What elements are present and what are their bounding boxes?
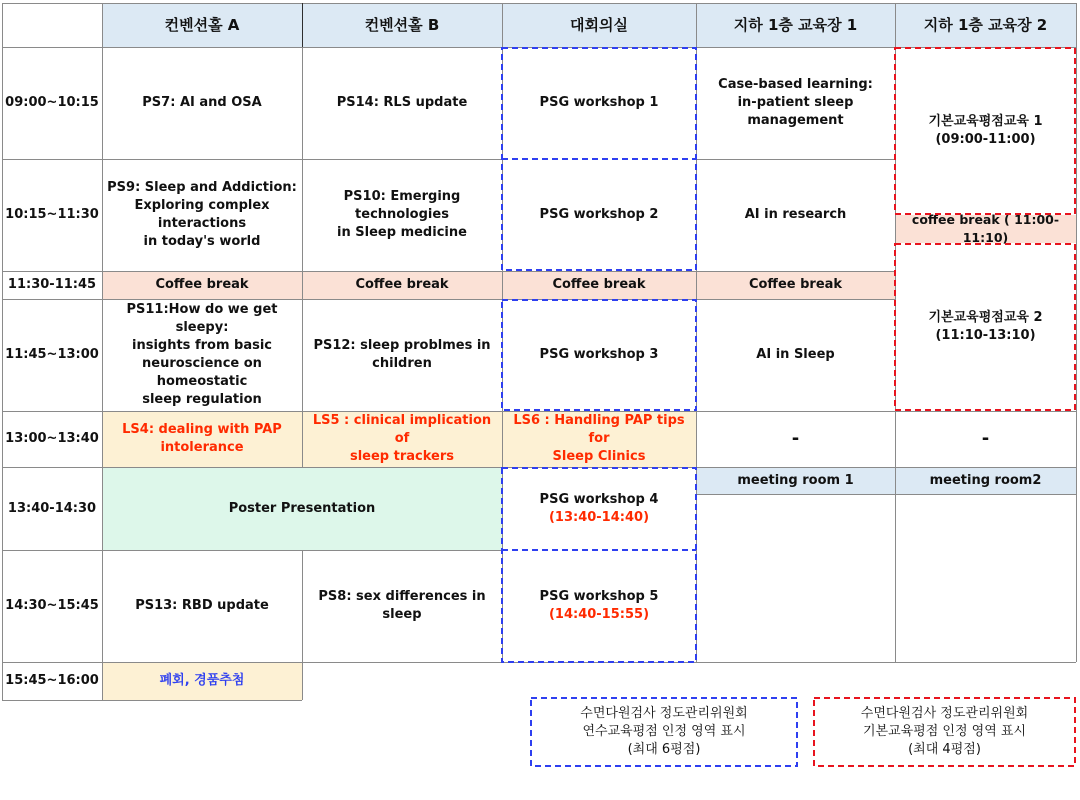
ps11-line-1: PS11:How do we get sleepy: — [126, 302, 278, 335]
poster-presentation: Poster Presentation — [102, 467, 502, 550]
coffee-break: Coffee break — [502, 271, 696, 299]
session-ai-in-sleep: AI in Sleep — [756, 347, 835, 362]
empty-dash: - — [791, 428, 800, 449]
coffee-break: Coffee break — [102, 271, 302, 299]
wk4-title: PSG workshop 4 — [539, 491, 659, 507]
coffee-break-small: coffee break ( 11:00-11:10) — [895, 215, 1076, 243]
ps9-line-3: in today's world — [143, 234, 261, 249]
legend-red — [814, 698, 1075, 766]
time-slot: 11:30-11:45 — [7, 277, 97, 292]
basic1-line-2: (09:00-11:00) — [935, 132, 1036, 147]
header-main-room: 대회의실 — [502, 3, 696, 47]
session-psg-workshop-3: PSG workshop 3 — [539, 347, 659, 362]
basic2-line-2: (11:10-13:10) — [935, 328, 1036, 343]
ps10-line-1: PS10: Emerging technologies — [343, 189, 461, 222]
meeting-room-2: meeting room2 — [895, 467, 1076, 494]
ls5-line-1: LS5 : clinical implication of — [312, 413, 492, 446]
wk5-time: (14:40-15:55) — [548, 607, 650, 622]
coffee-break: Coffee break — [302, 271, 502, 299]
ls4-line-1: LS4: dealing with PAP — [122, 422, 282, 437]
legend-red-line-2: 기본교육평점 인정 영역 표시 — [862, 724, 1027, 739]
ls4-line-2: intolerance — [160, 440, 244, 455]
ps11-line-2: insights from basic — [132, 338, 272, 353]
legend-blue — [531, 698, 797, 766]
basic2-line-1: 기본교육평점교육 2 — [928, 310, 1043, 325]
basic1-line-1: 기본교육평점교육 1 — [928, 114, 1043, 129]
header-hall-b: 컨벤션홀 B — [302, 3, 502, 47]
legend-blue-line-3: (최대 6평점) — [627, 742, 701, 757]
ps10-line-2: in Sleep medicine — [337, 225, 467, 240]
time-slot: 11:45~13:00 — [5, 347, 99, 362]
time-slot: 09:00~10:15 — [5, 95, 99, 110]
header-hall-a: 컨벤션홀 A — [102, 3, 302, 47]
session-ps7: PS7: AI and OSA — [142, 95, 262, 110]
time-slot: 14:30~15:45 — [5, 598, 99, 613]
session-ai-in-research: AI in research — [744, 207, 847, 222]
time-slot: 13:00~13:40 — [5, 431, 99, 446]
session-ps14: PS14: RLS update — [336, 95, 468, 110]
header-edu-room-2: 지하 1층 교육장 2 — [895, 3, 1076, 47]
ps9-line-2: Exploring complex interactions — [134, 198, 270, 231]
header-edu-room-1: 지하 1층 교육장 1 — [696, 3, 895, 47]
ls6-line-1: LS6 : Handling PAP tips for — [513, 413, 685, 446]
closing-ceremony: 폐회, 경품추첨 — [102, 662, 302, 700]
empty-dash: - — [981, 428, 990, 449]
session-ps13: PS13: RBD update — [135, 598, 269, 613]
case-line-2: in-patient sleep management — [737, 95, 854, 128]
session-psg-workshop-1: PSG workshop 1 — [539, 95, 659, 110]
legend-blue-line-1: 수면다원검사 정도관리위원회 — [580, 706, 748, 721]
time-slot: 15:45~16:00 — [5, 673, 99, 688]
legend-red-line-1: 수면다원검사 정도관리위원회 — [860, 706, 1029, 721]
ps9-line-1: PS9: Sleep and Addiction: — [107, 180, 297, 195]
ps11-line-3: neuroscience on homeostatic — [142, 356, 262, 389]
ls5-line-2: sleep trackers — [349, 449, 455, 464]
wk4-time: (13:40-14:40) — [548, 509, 650, 525]
ps12-line-2: children — [372, 356, 432, 371]
time-slot: 10:15~11:30 — [5, 207, 99, 222]
ls6-line-2: Sleep Clinics — [552, 449, 646, 464]
coffee-break: Coffee break — [696, 271, 895, 299]
ps11-line-4: sleep regulation — [142, 392, 262, 407]
session-ps8: PS8: sex differences in sleep — [318, 589, 486, 622]
meeting-room-1: meeting room 1 — [696, 467, 895, 494]
ps12-line-1: PS12: sleep problmes in — [313, 338, 491, 353]
legend-blue-line-2: 연수교육평점 인정 영역 표시 — [582, 724, 746, 739]
wk5-title: PSG workshop 5 — [539, 589, 659, 604]
time-slot: 13:40-14:30 — [7, 500, 97, 516]
legend-red-line-3: (최대 4평점) — [908, 742, 981, 757]
session-psg-workshop-2: PSG workshop 2 — [539, 207, 659, 222]
case-line-1: Case-based learning: — [718, 77, 873, 92]
